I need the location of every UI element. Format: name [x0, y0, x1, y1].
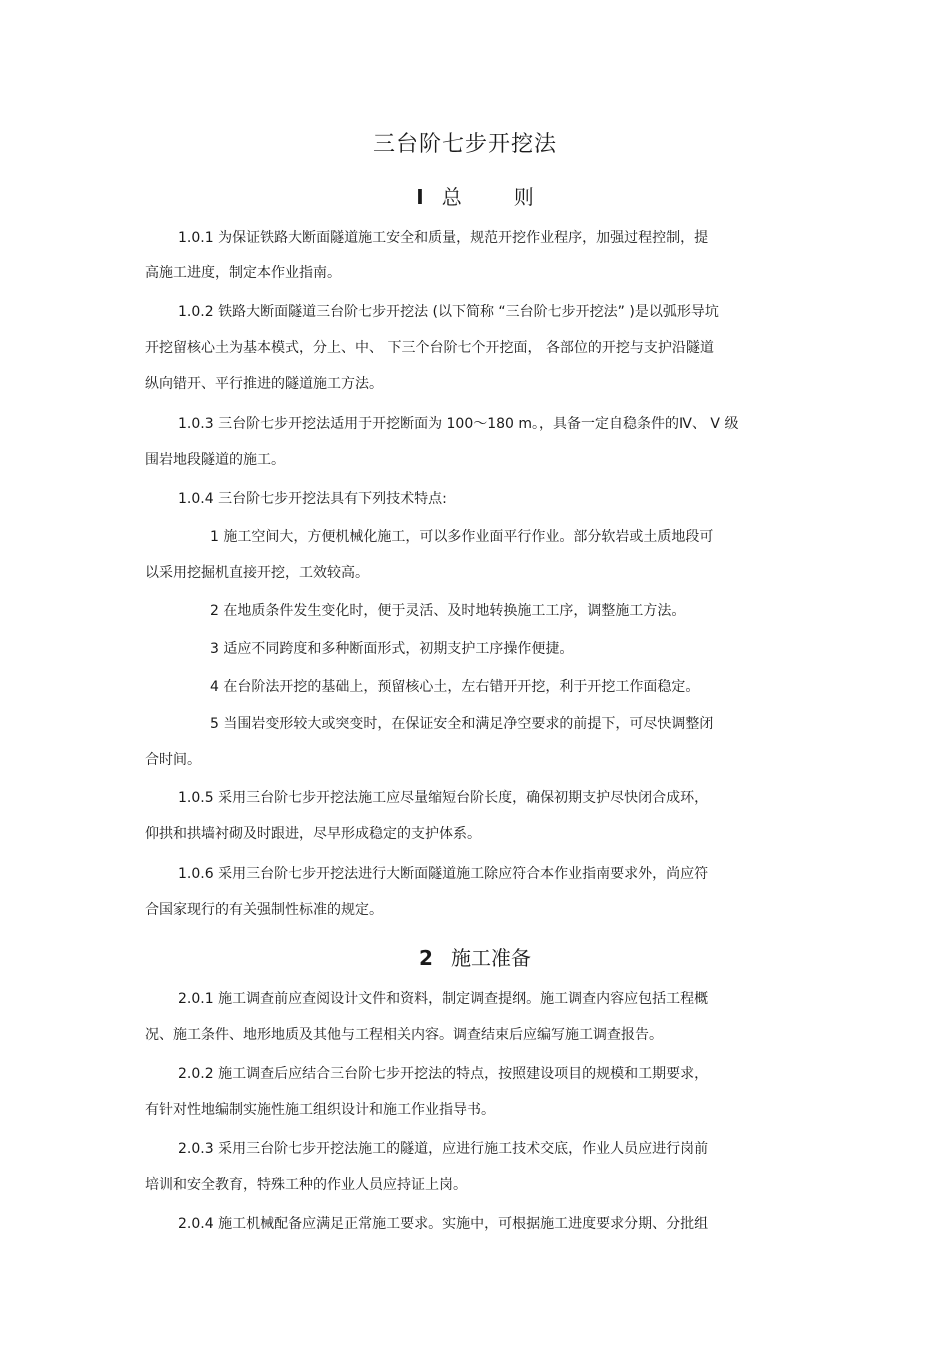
document-title: 三台阶七步开挖法	[372, 132, 557, 157]
section-number: 2	[419, 946, 433, 970]
paragraph-line: 1.0.1 为保证铁路大断面隧道施工安全和质量，规范开挖作业程序，加强过程控制，提	[178, 230, 709, 246]
paragraph-line: 仰拱和拱墙衬砌及时跟进，尽早形成稳定的支护体系。	[145, 826, 481, 842]
paragraph-line: 纵向错开、平行推进的隧道施工方法。	[145, 376, 383, 392]
section-title-part: 则	[513, 185, 534, 209]
paragraph-line: 2.0.2 施工调查后应结合三台阶七步开挖法的特点，按照建设项目的规模和工期要求，	[178, 1066, 709, 1082]
paragraph-line: 培训和安全教育，特殊工种的作业人员应持证上岗。	[145, 1177, 467, 1193]
paragraph-line: 2.0.3 采用三台阶七步开挖法施工的隧道，应进行施工技术交底，作业人员应进行岗前	[178, 1141, 709, 1157]
list-item-line: 4 在台阶法开挖的基础上，预留核心土，左右错开开挖，利于开挖工作面稳定。	[210, 679, 700, 695]
section-heading-2	[0, 942, 950, 971]
paragraph-line: 1.0.3 三台阶七步开挖法适用于开挖断面为 100～180 m。，具备一定自稳条件的Ⅳ、 Ⅴ 级	[178, 416, 739, 432]
list-item-line: 1 施工空间大，方便机械化施工，可以多作业面平行作业。部分软岩或土质地段可	[210, 529, 714, 545]
paragraph-line: 高施工进度，制定本作业指南。	[145, 265, 341, 281]
paragraph-line: 况、施工条件、地形地质及其他与工程相关内容。调查结束后应编写施工调查报告。	[145, 1027, 663, 1043]
list-item-line: 5 当围岩变形较大或突变时，在保证安全和满足净空要求的前提下，可尽快调整闭	[210, 716, 714, 732]
list-item-line: 2 在地质条件发生变化时，便于灵活、及时地转换施工工序，调整施工方法。	[210, 603, 686, 619]
section-title-part: 总	[441, 185, 462, 209]
section-heading-1	[0, 181, 950, 210]
paragraph-line: 2.0.4 施工机械配备应满足正常施工要求。实施中，可根据施工进度要求分期、分批组	[178, 1216, 709, 1232]
paragraph-line: 1.0.5 采用三台阶七步开挖法施工应尽量缩短台阶长度，确保初期支护尽快闭合成环，	[178, 790, 709, 806]
paragraph-line: 1.0.6 采用三台阶七步开挖法进行大断面隧道施工除应符合本作业指南要求外，尚应符	[178, 866, 709, 882]
paragraph-line: 开挖留核心土为基本模式，分上、中、 下三个台阶七个开挖面， 各部位的开挖与支护沿隧道	[145, 340, 714, 356]
section-title: 施工准备	[450, 946, 531, 970]
paragraph-line: 合国家现行的有关强制性标准的规定。	[145, 902, 383, 918]
paragraph-line: 1.0.2 铁路大断面隧道三台阶七步开挖法 (以下简称 “三台阶七步开挖法” )是以弧形导坑	[178, 304, 719, 320]
section-number: I	[416, 185, 424, 209]
paragraph-line: 2.0.1 施工调查前应查阅设计文件和资料，制定调查提纲。施工调查内容应包括工程概	[178, 991, 709, 1007]
list-item-line: 3 适应不同跨度和多种断面形式，初期支护工序操作便捷。	[210, 641, 574, 657]
paragraph-line: 围岩地段隧道的施工。	[145, 452, 285, 468]
list-item-line: 以采用挖掘机直接开挖，工效较高。	[145, 565, 369, 581]
paragraph-line: 1.0.4 三台阶七步开挖法具有下列技术特点:	[178, 491, 447, 507]
paragraph-line: 有针对性地编制实施性施工组织设计和施工作业指导书。	[145, 1102, 495, 1118]
list-item-line: 合时间。	[145, 752, 201, 768]
